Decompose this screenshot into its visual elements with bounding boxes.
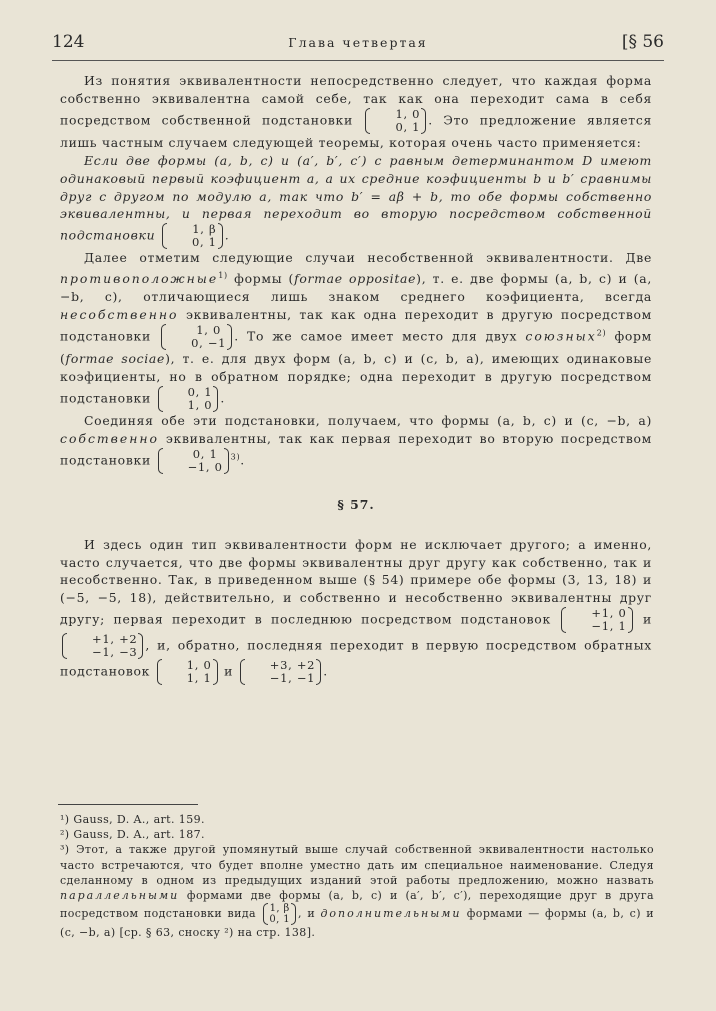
- header-rule: [52, 60, 664, 61]
- matrix-m1: +1, 0 −1, 1: [561, 607, 632, 633]
- page-number: 124: [52, 32, 85, 52]
- paragraph-4: И здесь один тип эквивалентности форм не исключает другого; а именно, часто случается, что две формы эквивалентны друг другу как собственно, так и несобственно. Так, в приведенном выше (§ 54) примере обе формы (3, 13, 18) и (−5, −5, 18), действительно, и собственно и несобственно эквивалентны друг другу; первая переходит в последнюю посредством подстановок +1, 0 −1, 1 и +1, +2 −1, −3 , и, обратно, последняя переходит в первую посредством обратных подстановок 1, 0 1, 1 и +3, +2 −1, −1 .: [60, 536, 652, 686]
- footnote-3: ³) Этот, а также другой упомянутый выше случай собственной эквивалентности настолько часто встречаются, что будет вполне уместно дать им специальное наименование. Следуя сделанному в одном из предыдущих изданий этой работы предложению, можно назвать параллельными формами две формы (a, b, c) и (a′, b′, c′), переходящие друг в друга посредством подстановки вида 1, β 0, 1 , и дополнительными формами — формы (a, b, c) и (c, −b, a) [ср. § 63, сноску ²) на стр. 138].: [60, 843, 654, 940]
- theorem: Если две формы (a, b, c) и (a′, b′, c′) с равным детерминантом D имеют одинаковый первый коэфициент a, а их средние коэфициенты b и b′ сравнимы друг с другом по модулю a, так что b′ = aβ + b, то обе формы собственно эквивалентны, и первая переходит во вторую посредством собственной подстановки 1, β 0, 1 .: [60, 152, 652, 250]
- chapter-title: Глава четвертая: [288, 35, 428, 50]
- paragraph-3: Соединяя обе эти подстановки, получаем, что формы (a, b, c) и (c, −b, a) собственно эквивалентны, так как первая переходит во вторую посредством подстановки 0, 1 −1, 0 $^{3)}$.: [60, 412, 652, 474]
- footnote-1: ¹) Gauss, D. A., art. 159.: [60, 813, 205, 826]
- section-marker: [§ 56: [621, 32, 664, 52]
- footnote-rule: [58, 804, 198, 805]
- main-text: [60, 72, 652, 685]
- matrix-alpha-beta: 1, β 0, 1: [162, 223, 223, 249]
- matrix-neg: 1, 0 0, −1: [161, 324, 232, 350]
- paragraph-2: Далее отметим следующие случаи несобственной эквивалентности. Две противоположные$^{1)}$ формы (formae oppositae), т. е. две формы (a, b, c) и (a, −b, c), отличающиеся лишь знаком среднего коэфициента, всегда несобственно эквивалентны, так как одна переходит в другую посредством подстановки 1, 0 0, −1 . То же самое имеет место для двух союзных$^{2)}$ форм (formae sociae), т. е. для двух форм (a, b, c) и (c, b, a), имеющих одинаковые коэфициенты, но в обратном порядке; одна переходит в другую посредством подстановки 0, 1 1, 0 .: [60, 250, 652, 412]
- running-header: [52, 32, 664, 56]
- section-title: § 57.: [337, 496, 375, 512]
- footnotes: [60, 812, 654, 940]
- matrix-swap: 0, 1 1, 0: [158, 386, 219, 412]
- footnote-matrix: 1, β 0, 1: [263, 903, 296, 925]
- matrix-m3: 1, 0 1, 1: [157, 659, 218, 685]
- matrix-identity: 1, 0 0, 1: [365, 108, 426, 134]
- matrix-m4: +3, +2 −1, −1: [240, 659, 321, 685]
- matrix-m2: +1, +2 −1, −3: [62, 633, 143, 659]
- paragraph-1: Из понятия эквивалентности непосредственно следует, что каждая форма собственно эквивалентна самой себе, так как она переходит сама в себя посредством собственной подстановки 1, 0 0, 1 . Это предложение является лишь частным случаем следующей теоремы, которая очень часто применяется:: [60, 73, 652, 150]
- footnote-2: ²) Gauss, D. A., art. 187.: [60, 828, 205, 842]
- matrix-swap-neg: 0, 1 −1, 0: [158, 448, 229, 474]
